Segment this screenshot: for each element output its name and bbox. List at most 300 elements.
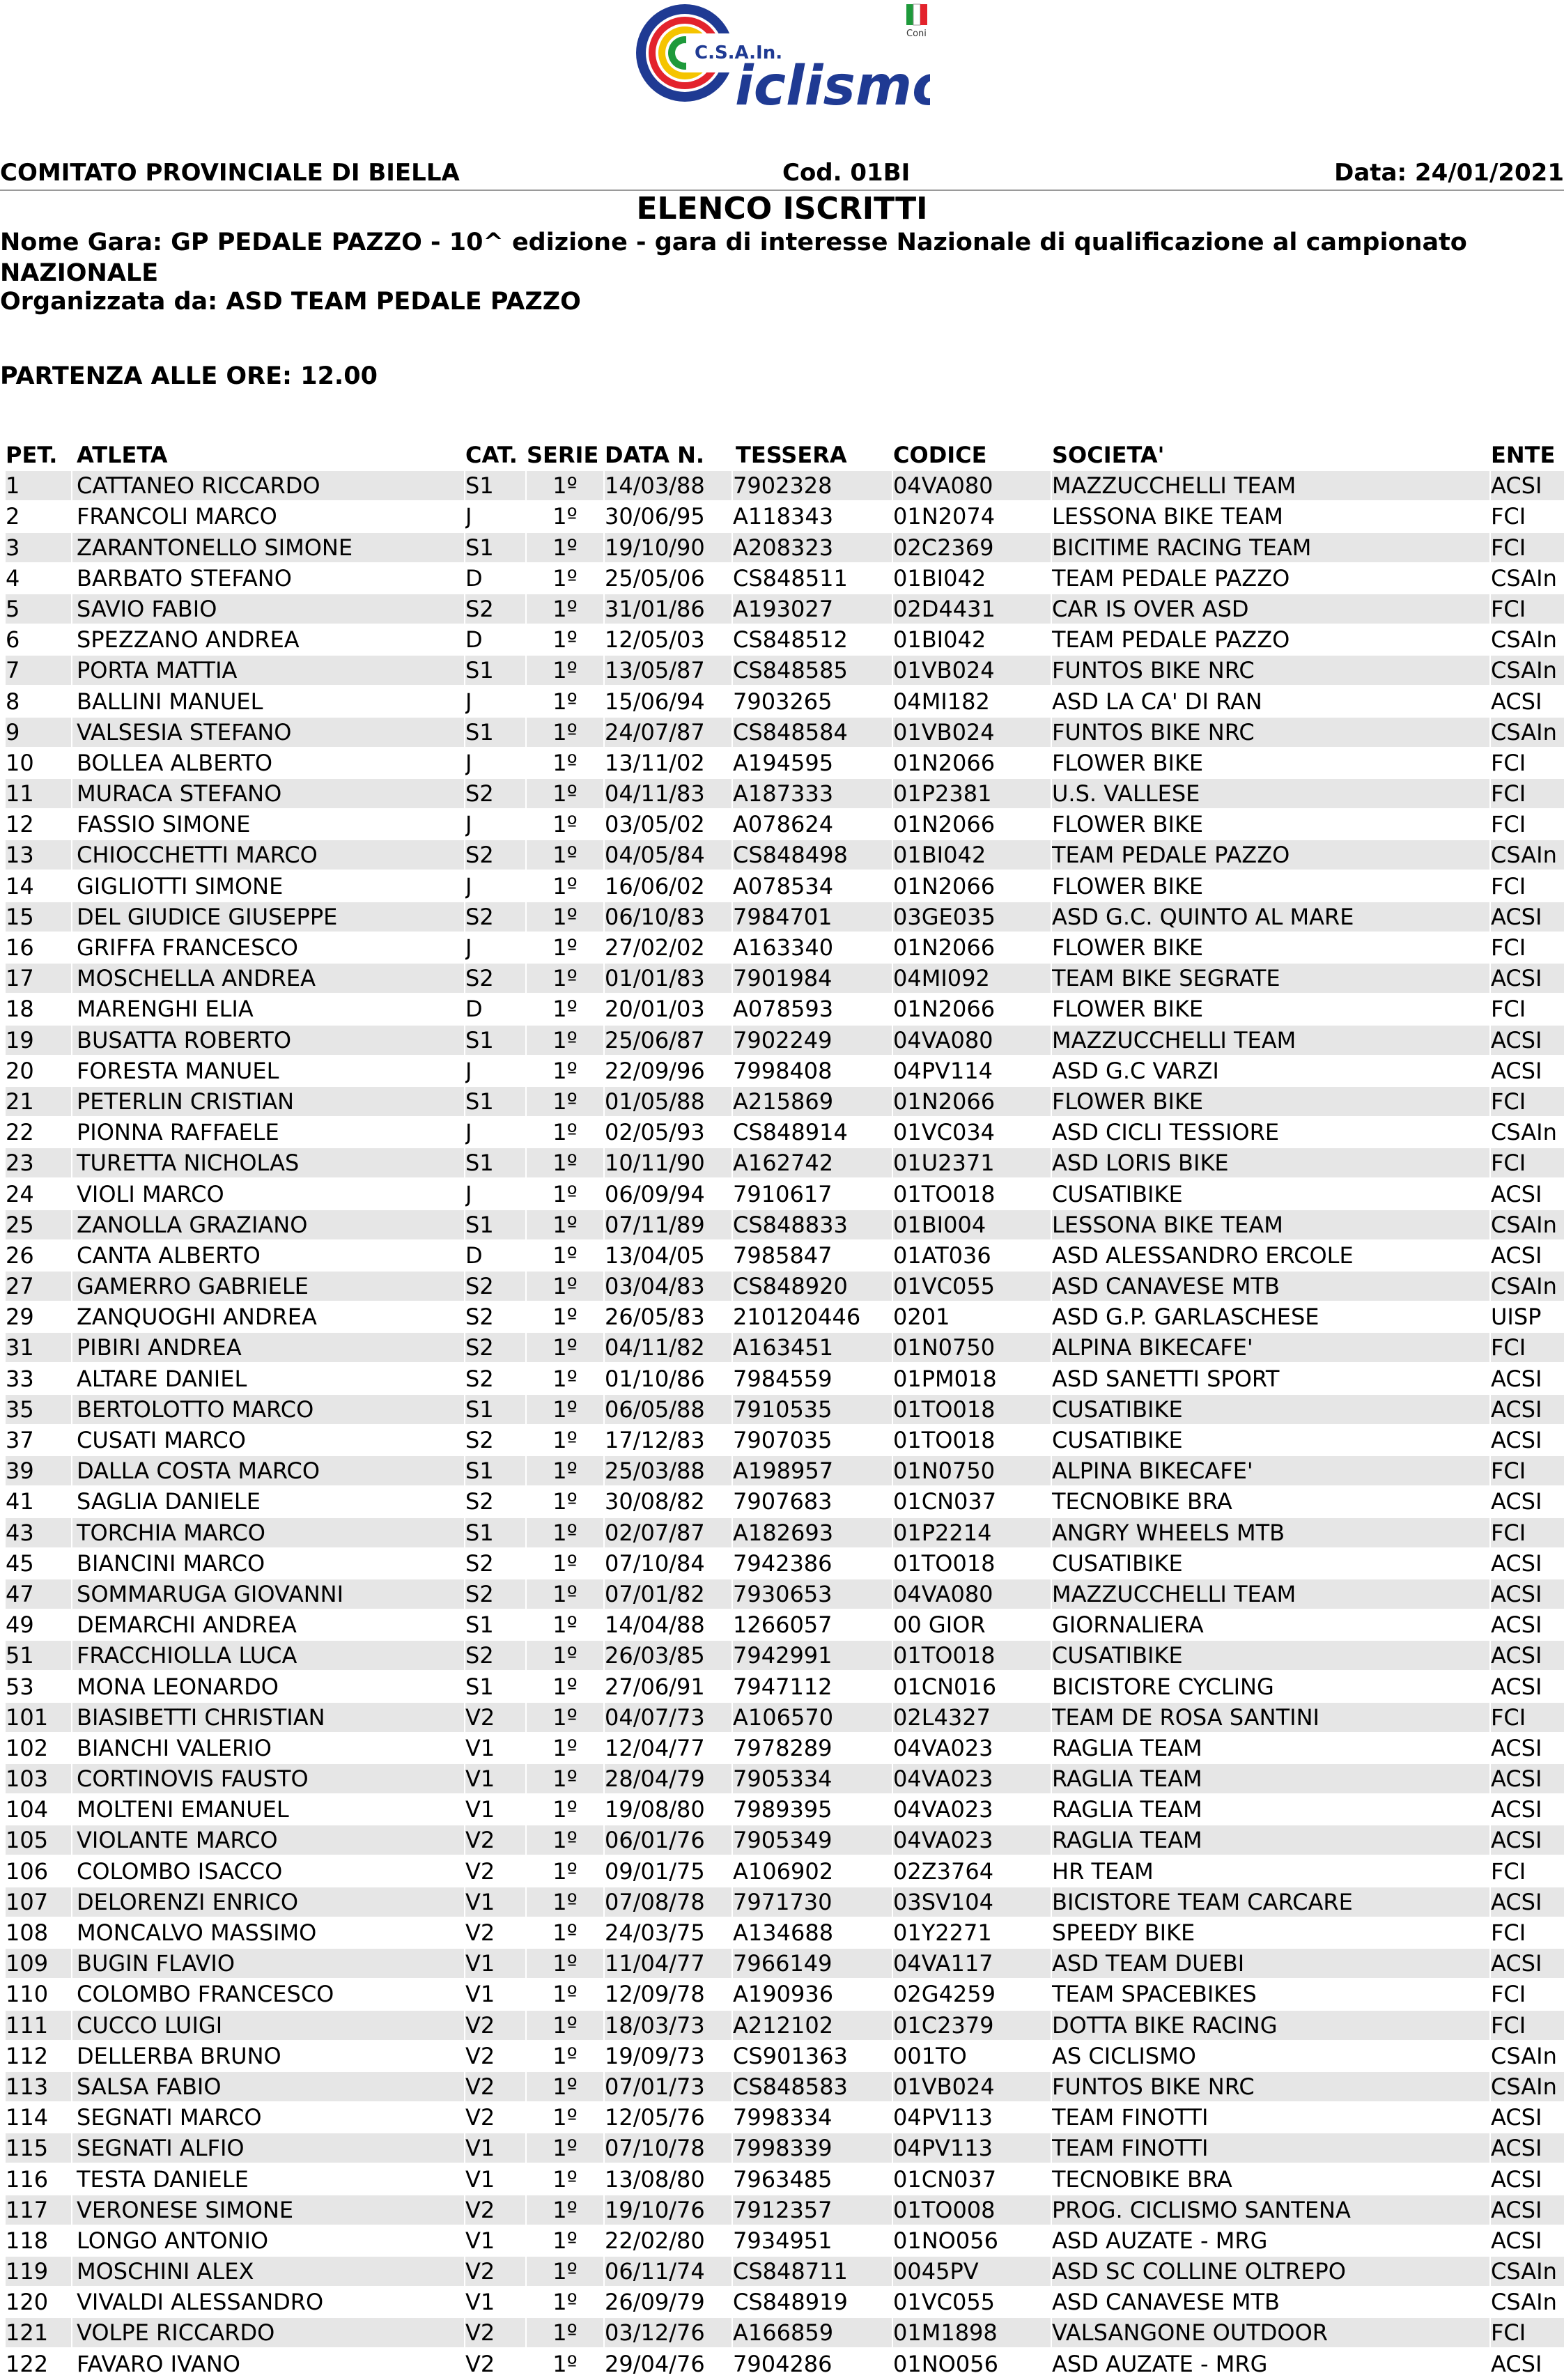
pet-cell: 106 [6,1857,49,1885]
codice-cell: 04VA117 [893,1949,1051,1978]
codice-cell: 04MI092 [893,964,1051,993]
societa-cell: SPEEDY BIKE [1052,1919,1195,1946]
pet-cell: 25 [6,1210,71,1239]
table-row [0,1210,1564,1241]
tessera-cell: 7978289 [733,1734,833,1761]
ente-cell: FCI [1491,1703,1564,1732]
atleta-cell: ZANQUOGHI ANDREA [77,1304,317,1331]
codice-cell: 01VB024 [893,2072,1051,2101]
serie-cell: 1º [552,2165,578,2193]
cat-cell: V1 [465,2289,495,2316]
col-header-cat: CAT. [465,442,518,468]
data-cell: 04/11/83 [605,779,731,808]
ente-cell: ACSI [1491,1550,1542,1577]
societa-cell: MAZZUCCHELLI TEAM [1052,1579,1489,1609]
codice-cell: 0201 [893,1304,950,1331]
data-cell: 06/10/83 [605,902,731,932]
tessera-cell: CS848711 [733,2257,892,2286]
cat-cell: V1 [465,1949,525,1978]
serie-cell: 1º [527,2195,603,2225]
ente-cell: ACSI [1491,471,1564,500]
serie-cell: 1º [527,1456,603,1485]
codice-cell: 0045PV [893,2257,1051,2286]
societa-cell: DOTTA BIKE RACING [1052,2011,1489,2040]
codice-cell: 01CN016 [893,1673,997,1700]
ente-cell: CSAIn [1491,718,1564,747]
data-cell: 27/06/91 [605,1673,705,1700]
data-cell: 12/05/76 [605,2104,705,2131]
table-row [0,1302,1564,1333]
atleta-cell: BIANCHI VALERIO [77,1734,272,1761]
codice-cell: 01VB024 [893,718,1051,747]
cat-cell: S1 [465,1395,525,1424]
table-row [0,1857,1564,1887]
data-cell: 24/03/75 [605,1919,705,1946]
atleta-cell: DELLERBA BRUNO [77,2042,281,2069]
societa-cell: ALPINA BIKECAFE' [1052,1456,1489,1485]
codice-cell: 01VB024 [893,656,1051,685]
atleta-cell: MURACA STEFANO [72,779,464,808]
cat-cell: S1 [465,718,525,747]
codice-cell: 01TO018 [893,1641,1051,1670]
serie-cell: 1º [527,471,603,500]
ente-cell: ACSI [1491,1579,1564,1609]
serie-cell: 1º [527,2011,603,2040]
tessera-cell: A212102 [733,2011,892,2040]
ente-cell: FCI [1491,1919,1526,1946]
ente-cell: FCI [1491,749,1526,776]
entry-list-table [0,440,1564,2380]
logo-wordmark: iclismo [735,55,930,111]
atleta-cell: BOLLEA ALBERTO [77,749,273,776]
pet-cell: 108 [6,1919,49,1946]
codice-cell: 04PV114 [893,1057,993,1084]
codice-cell: 01VC055 [893,1272,1051,1301]
data-cell: 07/10/78 [605,2133,731,2163]
societa-cell: MAZZUCCHELLI TEAM [1052,1026,1489,1055]
data-cell: 03/05/02 [605,811,705,838]
pet-cell: 20 [6,1057,34,1084]
table-row [0,2103,1564,2133]
table-row [0,1795,1564,1825]
codice-cell: 01VC055 [893,2289,996,2316]
data-cell: 06/01/76 [605,1825,731,1855]
societa-cell: ANGRY WHEELS MTB [1052,1518,1489,1547]
serie-cell: 1º [552,811,578,838]
societa-cell: TEAM BIKE SEGRATE [1052,964,1489,993]
societa-cell: FUNTOS BIKE NRC [1052,2072,1489,2101]
societa-cell: TEAM SPACEBIKES [1052,1981,1257,2008]
atleta-cell: SEGNATI MARCO [77,2104,262,2131]
serie-cell: 1º [527,1703,603,1732]
codice-cell: 01BI042 [893,564,986,592]
cat-cell: D [465,564,483,592]
data-cell: 04/05/84 [605,840,731,870]
codice-cell: 04VA023 [893,1734,993,1761]
serie-cell: 1º [552,1057,578,1084]
data-cell: 19/10/76 [605,2195,731,2225]
societa-cell: ASD G.C. QUINTO AL MARE [1052,902,1489,932]
societa-cell: TEAM FINOTTI [1052,2133,1489,2163]
atleta-cell: FASSIO SIMONE [77,811,251,838]
atleta-cell: COLOMBO FRANCESCO [77,1981,334,2008]
atleta-cell: SAVIO FABIO [72,594,464,624]
data-cell: 13/04/05 [605,1242,705,1269]
tessera-cell: A106570 [733,1703,892,1732]
serie-cell: 1º [527,1333,603,1362]
serie-cell: 1º [527,1395,603,1424]
cat-cell: S2 [465,964,525,993]
ente-cell: FCI [1491,1857,1526,1885]
codice-cell: 01PM018 [893,1365,997,1392]
table-row [0,594,1564,625]
csain-ciclismo-logo [630,0,930,111]
societa-cell: FLOWER BIKE [1052,872,1204,899]
table-row [0,533,1564,564]
codice-cell: 01P2214 [893,1518,1051,1547]
cat-cell: J [465,749,472,776]
cat-cell: V2 [465,2104,495,2131]
data-cell: 26/05/83 [605,1304,705,1331]
societa-cell: TEAM PEDALE PAZZO [1052,564,1290,592]
cat-cell: V1 [465,1887,525,1917]
societa-cell: FUNTOS BIKE NRC [1052,656,1489,685]
tessera-cell: A106902 [733,1857,834,1885]
atleta-cell: MOSCHELLA ANDREA [72,964,464,993]
data-cell: 30/06/95 [605,503,705,530]
cat-cell: S1 [465,533,525,562]
societa-cell: FLOWER BIKE [1052,811,1204,838]
tessera-cell: 1266057 [733,1612,833,1639]
societa-cell: HR TEAM [1052,1857,1154,1885]
table-row [0,1180,1564,1210]
ente-cell: ACSI [1491,2133,1564,2163]
atleta-cell: ZARANTONELLO SIMONE [72,533,464,562]
cat-cell: S2 [465,1550,494,1577]
serie-cell: 1º [552,1180,578,1207]
codice-cell: 01N2066 [893,749,996,776]
societa-cell: ALPINA BIKECAFE' [1052,1333,1489,1362]
atleta-cell: FRANCOLI MARCO [77,503,277,530]
codice-cell: 001TO [893,2042,967,2069]
table-row [0,1549,1564,1579]
serie-cell: 1º [527,533,603,562]
table-row [0,810,1564,840]
table-row [0,1764,1564,1795]
codice-cell: 01P2381 [893,779,1051,808]
pet-cell: 113 [6,2072,71,2101]
codice-cell: 01N0750 [893,1456,1051,1485]
data-cell: 06/09/94 [605,1180,705,1207]
data-cell: 13/05/87 [605,656,731,685]
tessera-cell: CS848583 [733,2072,892,2101]
codice-cell: 01NO056 [893,2350,998,2377]
atleta-cell: GIGLIOTTI SIMONE [77,872,284,899]
serie-cell: 1º [527,718,603,747]
societa-cell: CUSATIBIKE [1052,1180,1183,1207]
ente-cell: FCI [1491,872,1526,899]
pet-cell: 116 [6,2165,49,2193]
table-row [0,994,1564,1025]
serie-cell: 1º [552,1488,578,1515]
ente-cell: ACSI [1491,2104,1542,2131]
atleta-cell: LONGO ANTONIO [77,2227,269,2254]
ente-cell: ACSI [1491,1365,1542,1392]
societa-cell: TECNOBIKE BRA [1052,1488,1232,1515]
data-cell: 16/06/02 [605,872,705,899]
societa-cell: LESSONA BIKE TEAM [1052,1210,1489,1239]
atleta-cell: ALTARE DANIEL [77,1365,247,1392]
tessera-cell: 7998334 [733,2104,833,2131]
table-row [0,1703,1564,1733]
societa-cell: FLOWER BIKE [1052,749,1204,776]
codice-cell: 04PV113 [893,2133,1051,2163]
pet-cell: 5 [6,594,71,624]
data-cell: 06/05/88 [605,1395,731,1424]
table-row [0,718,1564,748]
ente-cell: FCI [1491,1456,1564,1485]
table-row [0,1364,1564,1395]
table-row [0,2349,1564,2380]
cat-cell: V2 [465,2350,495,2377]
societa-cell: TECNOBIKE BRA [1052,2165,1232,2193]
pet-cell: 115 [6,2133,71,2163]
table-row [0,1487,1564,1517]
tessera-cell: 7966149 [733,1949,892,1978]
cat-cell: S2 [465,902,525,932]
pet-cell: 17 [6,964,71,993]
tessera-cell: 7984559 [733,1365,833,1392]
data-cell: 13/08/80 [605,2165,705,2193]
ente-cell: FCI [1491,503,1526,530]
tessera-cell: 7998339 [733,2133,892,2163]
pet-cell: 121 [6,2318,71,2347]
codice-cell: 01N2066 [893,996,996,1023]
table-row [0,1272,1564,1302]
table-row [0,779,1564,810]
codice-cell: 01TO018 [893,1550,996,1577]
cat-cell: V1 [465,1734,495,1761]
cat-cell: V1 [465,1796,495,1823]
ente-cell: ACSI [1491,688,1542,715]
col-header-societa: SOCIETA' [1052,442,1165,468]
cat-cell: D [465,1242,483,1269]
codice-cell: 02C2369 [893,533,1051,562]
table-row [0,1425,1564,1456]
ente-cell: ACSI [1491,1949,1564,1978]
societa-cell: TEAM PEDALE PAZZO [1052,626,1290,654]
serie-cell: 1º [527,1949,603,1978]
tessera-cell: A118343 [733,503,834,530]
data-cell: 22/09/96 [605,1057,705,1084]
serie-cell: 1º [527,1641,603,1670]
codice-cell: 04VA023 [893,1825,1051,1855]
societa-cell: CUSATIBIKE [1052,1427,1183,1453]
societa-cell: PROG. CICLISMO SANTENA [1052,2195,1489,2225]
atleta-cell: PIBIRI ANDREA [72,1333,464,1362]
pet-cell: 23 [6,1148,71,1177]
table-row [0,1056,1564,1087]
societa-cell: ASD AUZATE - MRG [1052,2350,1268,2377]
serie-cell: 1º [527,840,603,870]
pet-cell: 26 [6,1242,34,1269]
tessera-cell: A193027 [733,594,892,624]
ente-cell: CSAIn [1491,840,1564,870]
societa-cell: LESSONA BIKE TEAM [1052,503,1283,530]
pet-cell: 109 [6,1949,71,1978]
logo-graphic [630,0,930,111]
societa-cell: MAZZUCCHELLI TEAM [1052,471,1489,500]
pet-cell: 53 [6,1673,34,1700]
atleta-cell: SAGLIA DANIELE [77,1488,261,1515]
atleta-cell: CUSATI MARCO [77,1427,246,1453]
codice-cell: 01Y2271 [893,1919,992,1946]
table-row [0,2165,1564,2195]
societa-cell: BICITIME RACING TEAM [1052,533,1489,562]
serie-cell: 1º [527,1518,603,1547]
cat-cell: V2 [465,2257,525,2286]
cat-cell: V1 [465,2165,495,2193]
cat-cell: V2 [465,1857,495,1885]
pet-cell: 119 [6,2257,71,2286]
societa-cell: ASD AUZATE - MRG [1052,2227,1268,2254]
atleta-cell: BUSATTA ROBERTO [72,1026,464,1055]
codice-cell: 01BI042 [893,840,1051,870]
serie-cell: 1º [552,872,578,899]
societa-cell: CAR IS OVER ASD [1052,594,1489,624]
tessera-cell: 7947112 [733,1673,833,1700]
societa-cell: ASD TEAM DUEBI [1052,1949,1489,1978]
codice-cell: 04VA080 [893,471,1051,500]
data-cell: 07/10/84 [605,1550,705,1577]
serie-cell: 1º [527,1764,603,1793]
pet-cell: 12 [6,811,34,838]
cat-cell: V1 [465,2133,525,2163]
cat-cell: S2 [465,1641,525,1670]
societa-cell: BICISTORE CYCLING [1052,1673,1274,1700]
table-row [0,1979,1564,2010]
codice-cell: 01VC034 [893,1119,996,1146]
table-row [0,2011,1564,2041]
data-cell: 31/01/86 [605,594,731,624]
serie-cell: 1º [552,2289,578,2316]
serie-cell: 1º [527,902,603,932]
data-cell: 15/06/94 [605,688,705,715]
societa-cell: ASD SANETTI SPORT [1052,1365,1280,1392]
data-cell: 10/11/90 [605,1148,731,1177]
serie-cell: 1º [552,1796,578,1823]
cat-cell: S1 [465,1210,525,1239]
table-row [0,1118,1564,1148]
table-row [0,2226,1564,2257]
societa-cell: RAGLIA TEAM [1052,1734,1202,1761]
table-row [0,1949,1564,1979]
table-row [0,2195,1564,2226]
data-cell: 24/07/87 [605,718,731,747]
codice-cell: 03GE035 [893,902,1051,932]
pet-cell: 19 [6,1026,71,1055]
table-row [0,1610,1564,1641]
data-cell: 29/04/76 [605,2350,705,2377]
table-row [0,564,1564,594]
tessera-cell: 7910617 [733,1180,833,1207]
cat-cell: S1 [465,1456,525,1485]
cat-cell: S1 [465,1026,525,1055]
tessera-cell: 7902328 [733,471,892,500]
pet-cell: 22 [6,1119,34,1146]
atleta-cell: FRACCHIOLLA LUCA [72,1641,464,1670]
pet-cell: 4 [6,564,20,592]
serie-cell: 1º [527,594,603,624]
atleta-cell: CHIOCCHETTI MARCO [72,840,464,870]
ente-cell: ACSI [1491,1395,1564,1424]
table-row [0,471,1564,502]
atleta-cell: VALSESIA STEFANO [72,718,464,747]
societa-cell: GIORNALIERA [1052,1612,1204,1639]
ente-cell: FCI [1491,2011,1564,2040]
codice-cell: 01N2074 [893,503,996,530]
tessera-cell: 7985847 [733,1242,833,1269]
ente-cell: CSAIn [1491,2072,1564,2101]
table-row [0,2287,1564,2318]
atleta-cell: MONCALVO MASSIMO [77,1919,317,1946]
codice-cell: 02L4327 [893,1703,1051,1732]
pet-cell: 122 [6,2350,49,2377]
atleta-cell: COLOMBO ISACCO [77,1857,283,1885]
codice-cell: 04VA023 [893,1796,993,1823]
cat-cell: S2 [465,779,525,808]
pet-cell: 1 [6,471,71,500]
codice-cell: 01AT036 [893,1242,991,1269]
table-row [0,748,1564,779]
codice-cell: 01BI004 [893,1210,1051,1239]
logo-ring-text: C.S.A.In. [695,42,783,63]
atleta-cell: VERONESE SIMONE [72,2195,464,2225]
tessera-cell: 7905334 [733,1764,892,1793]
tessera-cell: 7971730 [733,1887,892,1917]
pet-cell: 15 [6,902,71,932]
pet-cell: 41 [6,1488,34,1515]
atleta-cell: BIANCINI MARCO [77,1550,265,1577]
data-cell: 20/01/03 [605,996,705,1023]
pet-cell: 49 [6,1612,34,1639]
pet-cell: 104 [6,1796,49,1823]
tessera-cell: 7998408 [733,1057,833,1084]
data-cell: 03/12/76 [605,2318,731,2347]
serie-cell: 1º [527,2072,603,2101]
pet-cell: 6 [6,626,20,654]
serie-cell: 1º [552,1365,578,1392]
atleta-cell: MARENGHI ELIA [77,996,254,1023]
atleta-cell: DALLA COSTA MARCO [72,1456,464,1485]
serie-cell: 1º [552,2350,578,2377]
data-cell: 06/11/74 [605,2257,731,2286]
societa-cell: ASD CANAVESE MTB [1052,2289,1280,2316]
cat-cell: S1 [465,1612,494,1639]
cat-cell: V2 [465,2195,525,2225]
tessera-cell: 7907035 [733,1427,833,1453]
data-cell: 26/09/79 [605,2289,705,2316]
pet-cell: 107 [6,1887,71,1917]
codice-cell: 01BI042 [893,626,986,654]
pet-cell: 3 [6,533,71,562]
atleta-cell: CUCCO LUIGI [72,2011,464,2040]
cat-cell: J [465,1180,472,1207]
ente-cell: CSAIn [1491,2289,1557,2316]
tessera-cell: 7901984 [733,964,892,993]
serie-cell: 1º [552,2104,578,2131]
tessera-cell: A078593 [733,996,834,1023]
